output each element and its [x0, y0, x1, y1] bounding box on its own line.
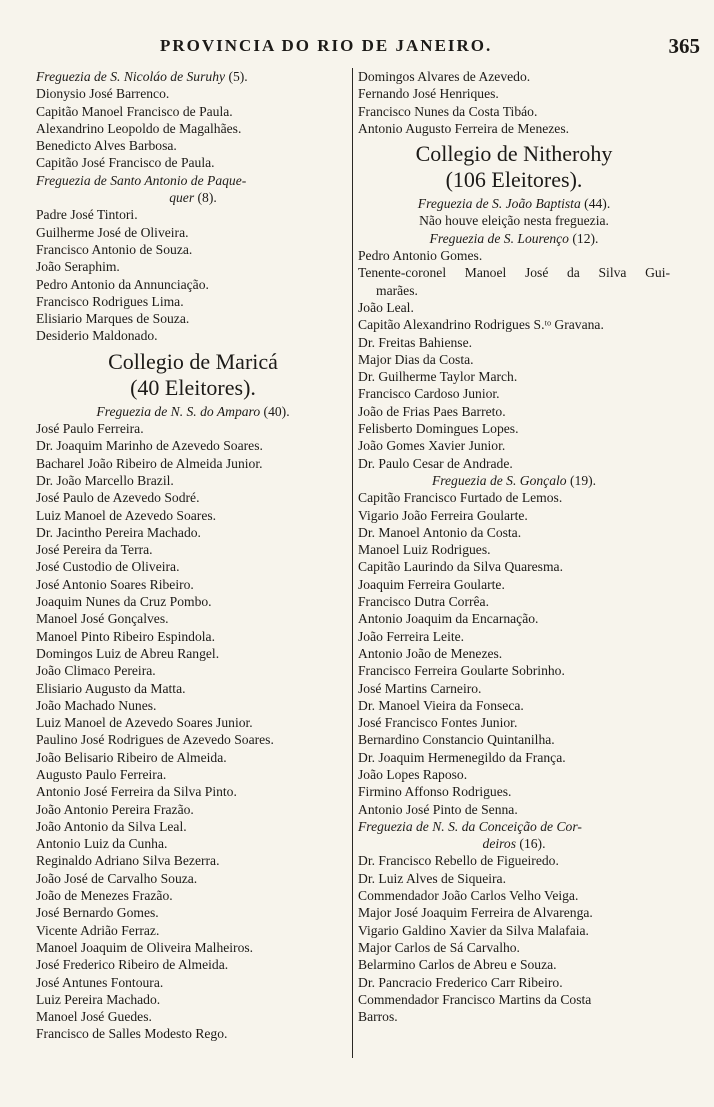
elector-name: João de Frias Paes Barreto.: [358, 403, 506, 419]
elector-name: Dr. Manoel Vieira da Fonseca.: [358, 697, 524, 713]
elector-name: Francisco Rodrigues Lima.: [36, 293, 184, 309]
elector-name: Fernando José Henriques.: [358, 86, 499, 102]
elector-name: José Bernardo Gomes.: [36, 905, 159, 921]
elector-name: João Antonio Pereira Frazão.: [36, 801, 194, 817]
freguezia-heading-lourenco: [358, 230, 670, 247]
elector-name: Dr. Freitas Bahiense.: [358, 334, 473, 350]
elector-name: Vicente Adrião Ferraz.: [36, 922, 160, 938]
elector-name: Dionysio José Barrenco.: [36, 86, 170, 102]
elector-name: José Custodio de Oliveira.: [36, 559, 180, 575]
freguezia-count: (5).: [228, 69, 248, 84]
elector-name: Luiz Manoel de Azevedo Soares Junior.: [36, 715, 253, 731]
elector-name: Manoel Luiz Rodrigues.: [358, 542, 491, 558]
goncalo-list: [358, 489, 670, 818]
freguezia-label: Freguezia de N. S. do Amparo: [96, 403, 261, 419]
paqueta-list: [36, 206, 350, 344]
amparo-list: [36, 420, 350, 1043]
elector-name: Dr. Joaquim Marinho de Azevedo Soares.: [36, 438, 263, 454]
freguezia-heading-paqueta: [36, 172, 350, 207]
elector-name: Capitão Laurindo da Silva Quaresma.: [358, 559, 563, 575]
page-number: 365: [668, 34, 700, 58]
elector-name: Joaquim Nunes da Cruz Pombo.: [36, 594, 212, 610]
elector-name: Capitão Francisco Furtado de Lemos.: [358, 490, 563, 506]
elector-name: Antonio José Ferreira da Silva Pinto.: [36, 784, 237, 800]
freguezia-heading-goncalo: [358, 472, 670, 489]
college-title-marica: Collegio de Maricá: [108, 348, 278, 374]
elector-name: José Paulo Ferreira.: [36, 421, 144, 437]
freguezia-label: Freguezia de S. João Baptista: [417, 196, 581, 212]
freguezia-count: (12).: [572, 230, 599, 246]
elector-name: Major Carlos de Sá Carvalho.: [358, 939, 520, 955]
elector-name: Benedicto Alves Barbosa.: [36, 138, 177, 154]
freguezia-label-cont: [36, 189, 350, 206]
elector-name: Major José Joaquim Ferreira de Alvarenga.: [358, 905, 593, 921]
elector-name: Bernardino Constancio Quintanilha.: [358, 732, 555, 748]
elector-name: Manoel Joaquim de Oliveira Malheiros.: [36, 939, 254, 955]
college-title-nitherohy: Collegio de Nitherohy: [415, 141, 613, 167]
elector-name: Vigario João Ferreira Goularte.: [358, 507, 528, 523]
elector-name: João Machado Nunes.: [36, 697, 157, 713]
right-column: [358, 68, 670, 1025]
college-electors-marica: (40 Eleitores).: [130, 374, 256, 400]
elector-name: José Antunes Fontoura.: [36, 974, 164, 990]
elector-name: Francisco Dutra Corrêa.: [358, 594, 489, 610]
elector-name: Elisiario Augusto da Matta.: [36, 680, 186, 696]
freguezia-label-tail: quer: [169, 190, 195, 206]
elector-name: Antonio Joaquim da Encarnação.: [358, 611, 539, 627]
elector-name: Francisco Cardoso Junior.: [358, 386, 500, 402]
elector-name: Antonio Luiz da Cunha.: [36, 836, 168, 852]
elector-name: José Antonio Soares Ribeiro.: [36, 576, 194, 592]
elector-name: José Martins Carneiro.: [358, 680, 482, 696]
elector-name: Dr. Pancracio Frederico Carr Ribeiro.: [358, 974, 563, 990]
elector-name: Commendador João Carlos Velho Veiga.: [358, 888, 579, 904]
elector-name: Antonio Augusto Ferreira de Menezes.: [358, 120, 570, 136]
elector-name: Padre José Tintori.: [36, 207, 138, 223]
freguezia-count: (40).: [263, 403, 290, 419]
elector-name: Antonio João de Menezes.: [358, 645, 503, 661]
elector-name: João Leal.: [358, 299, 414, 315]
elector-name: Desiderio Maldonado.: [36, 328, 158, 344]
elector-name: Tenente-coronel Manoel José da Silva Gui-: [358, 265, 670, 281]
elector-name: Dr. Francisco Rebello de Figueiredo.: [358, 853, 559, 869]
elector-name: Dr. Luiz Alves de Siqueira.: [358, 870, 506, 886]
elector-name: Bacharel João Ribeiro de Almeida Junior.: [36, 455, 263, 471]
elector-name: Pedro Antonio Gomes.: [358, 248, 483, 264]
freguezia-count: (44).: [584, 196, 611, 212]
conceicao-list: [358, 852, 670, 1025]
elector-name: João de Menezes Frazão.: [36, 888, 173, 904]
elector-name: Dr. Paulo Cesar de Andrade.: [358, 455, 513, 471]
elector-name: Manoel Pinto Ribeiro Espindola.: [36, 628, 215, 644]
elector-name: Manoel José Gonçalves.: [36, 611, 169, 627]
elector-name: Alexandrino Leopoldo de Magalhães.: [36, 120, 242, 136]
elector-name: Francisco de Salles Modesto Rego.: [36, 1026, 228, 1042]
freguezia-count: (19).: [570, 472, 597, 488]
elector-name: Francisco Nunes da Costa Tibáo.: [358, 103, 538, 119]
column-divider: [352, 68, 353, 1058]
freguezia-label: Freguezia de S. Lourenço: [429, 230, 569, 246]
elector-name: Domingos Alvares de Azevedo.: [358, 69, 531, 84]
freguezia-label: Freguezia de S. Gonçalo: [431, 472, 567, 488]
elector-name: Vigario Galdino Xavier da Silva Malafaia.: [358, 922, 589, 938]
elector-name: Luiz Manoel de Azevedo Soares.: [36, 507, 217, 523]
elector-name: Barros.: [358, 1009, 398, 1025]
elector-name: João Antonio da Silva Leal.: [36, 818, 187, 834]
freguezia-label: Freguezia de Santo Antonio de Paque-: [36, 172, 247, 188]
elector-name: Capitão José Francisco de Paula.: [36, 155, 215, 171]
elector-name: Reginaldo Adriano Silva Bezerra.: [36, 853, 220, 869]
freguezia-heading-surahy: [36, 68, 350, 85]
elector-name: Guilherme José de Oliveira.: [36, 224, 189, 240]
elector-name: Luiz Pereira Machado.: [36, 991, 161, 1007]
elector-name: José Paulo de Azevedo Sodré.: [36, 490, 200, 506]
elector-name: Francisco Ferreira Goularte Sobrinho.: [358, 663, 565, 679]
elector-name: Antonio José Pinto de Senna.: [358, 801, 518, 817]
elector-name: Capitão Manoel Francisco de Paula.: [36, 103, 233, 119]
freguezia-label: Freguezia de N. S. da Conceição de Cor-: [358, 818, 582, 834]
elector-name: José Pereira da Terra.: [36, 542, 153, 558]
freguezia-count: (8).: [197, 190, 217, 206]
elector-name: Belarmino Carlos de Abreu e Souza.: [358, 957, 557, 973]
elector-name: João Ferreira Leite.: [358, 628, 465, 644]
elector-name: Elisiario Marques de Souza.: [36, 311, 190, 327]
elector-name: Augusto Paulo Ferreira.: [36, 766, 167, 782]
freguezia-label-tail: deiros: [482, 836, 517, 852]
page-title: PROVINCIA DO RIO DE JANEIRO.: [160, 36, 493, 55]
elector-name: Dr. Jacintho Pereira Machado.: [36, 524, 201, 540]
elector-name: Francisco Antonio de Souza.: [36, 241, 193, 257]
freguezia-heading-conceicao: [358, 818, 670, 853]
elector-name: João Climaco Pereira.: [36, 663, 156, 679]
lourenco-list: [358, 247, 670, 472]
elector-name: José Frederico Ribeiro de Almeida.: [36, 957, 229, 973]
freguezia-note: Não houve eleição nesta freguezia.: [419, 213, 609, 229]
elector-name: João Lopes Raposo.: [358, 766, 468, 782]
surahy-list: [36, 85, 350, 171]
elector-name: Major Dias da Costa.: [358, 351, 474, 367]
freguezia-count: (16).: [519, 836, 546, 852]
elector-name: Paulino José Rodrigues de Azevedo Soares.: [36, 732, 274, 748]
elector-name: João Seraphim.: [36, 259, 120, 275]
surahy-cont-list: [358, 68, 670, 137]
elector-name: Pedro Antonio da Annunciação.: [36, 276, 209, 292]
elector-name: José Francisco Fontes Junior.: [358, 715, 518, 731]
elector-name: Dr. Guilherme Taylor March.: [358, 369, 518, 385]
freguezia-label-cont: [358, 835, 670, 852]
elector-name: João Belisario Ribeiro de Almeida.: [36, 749, 227, 765]
elector-name: Firmino Affonso Rodrigues.: [358, 784, 512, 800]
elector-name: Commendador Francisco Martins da Costa: [358, 991, 592, 1007]
elector-name: Manoel José Guedes.: [36, 1009, 152, 1025]
elector-name: Dr. Manoel Antonio da Costa.: [358, 524, 522, 540]
elector-name: Joaquim Ferreira Goularte.: [358, 576, 505, 592]
elector-name: João José de Carvalho Souza.: [36, 870, 198, 886]
elector-name: Dr. Joaquim Hermenegildo da França.: [358, 749, 566, 765]
elector-name: Domingos Luiz de Abreu Rangel.: [36, 645, 220, 661]
freguezia-label: Freguezia de S. Nicoláo de Suruhy: [36, 69, 226, 84]
elector-name: Dr. João Marcello Brazil.: [36, 472, 174, 488]
elector-name: marães.: [376, 282, 418, 298]
elector-name: João Gomes Xavier Junior.: [358, 438, 506, 454]
left-column: [36, 68, 350, 1043]
page-header: [0, 36, 714, 60]
freguezia-heading-baptista: [358, 195, 670, 212]
elector-name: Felisberto Domingues Lopes.: [358, 421, 519, 437]
elector-name: Capitão Alexandrino Rodrigues S.ᵗᵒ Gravana.: [358, 317, 604, 333]
college-electors-nitherohy: (106 Eleitores).: [445, 167, 583, 193]
freguezia-heading-amparo: [36, 403, 350, 420]
